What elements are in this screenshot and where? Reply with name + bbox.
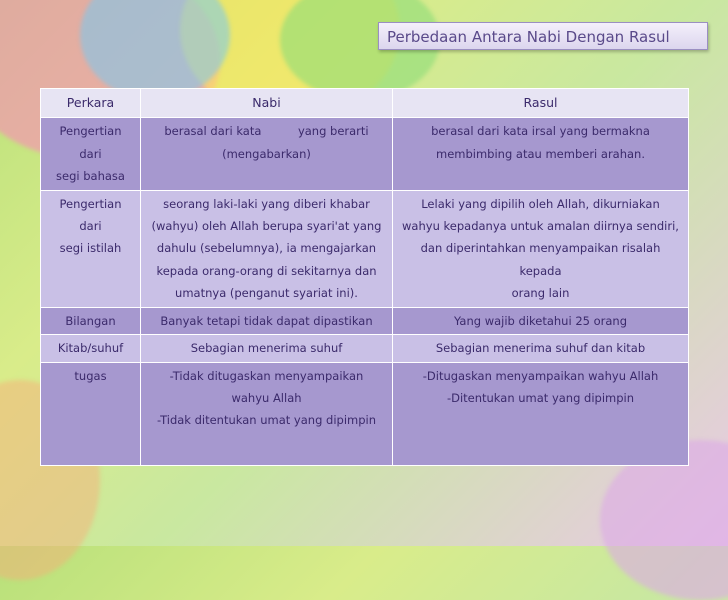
- cell-perkara: Pengertian dari segi bahasa: [41, 118, 141, 190]
- header-perkara: Perkara: [41, 89, 141, 118]
- cell-nabi: berasal dari kata yang berarti (mengabarkan): [141, 118, 393, 190]
- cell-nabi: Sebagian menerima suhuf: [141, 335, 393, 362]
- cell-nabi: seorang laki-laki yang diberi khabar (wahyu) oleh Allah berupa syari'at yang dahulu (sebelumnya), ia mengajarkan kepada orang-orang di sekitarnya dan umatnya (penganut syariat ini).: [141, 190, 393, 307]
- table-row-kitab: [41, 335, 689, 362]
- table-header-row: [41, 89, 689, 118]
- header-rasul: Rasul: [393, 89, 689, 118]
- page-title: Perbedaan Antara Nabi Dengan Rasul: [378, 22, 708, 50]
- comparison-table: [40, 88, 689, 466]
- cell-perkara: Kitab/suhuf: [41, 335, 141, 362]
- table-row-istilah: [41, 190, 689, 307]
- cell-perkara: Pengertian dari segi istilah: [41, 190, 141, 307]
- cell-nabi: -Tidak ditugaskan menyampaikan wahyu Allah -Tidak ditentukan umat yang dipimpin: [141, 362, 393, 465]
- cell-rasul: Sebagian menerima suhuf dan kitab: [393, 335, 689, 362]
- table-row-tugas: [41, 362, 689, 465]
- cell-rasul: Yang wajib diketahui 25 orang: [393, 307, 689, 334]
- header-nabi: Nabi: [141, 89, 393, 118]
- cell-rasul: berasal dari kata irsal yang bermakna membimbing atau memberi arahan.: [393, 118, 689, 190]
- cell-rasul: -Ditugaskan menyampaikan wahyu Allah -Ditentukan umat yang dipimpin: [393, 362, 689, 465]
- table-row-bilangan: [41, 307, 689, 334]
- table-row-bahasa: [41, 118, 689, 190]
- cell-perkara: tugas: [41, 362, 141, 465]
- cell-perkara: Bilangan: [41, 307, 141, 334]
- cell-rasul: Lelaki yang dipilih oleh Allah, dikurniakan wahyu kepadanya untuk amalan diirnya sendiri, dan diperintahkan menyampaikan risalah kepada orang lain: [393, 190, 689, 307]
- cell-nabi: Banyak tetapi tidak dapat dipastikan: [141, 307, 393, 334]
